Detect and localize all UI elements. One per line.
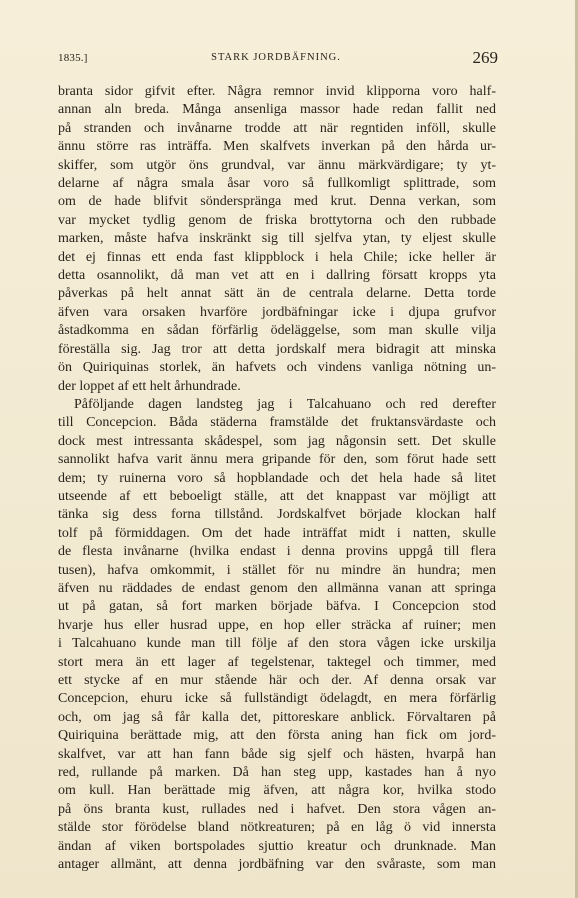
text-line: sannolikt hafva varit ännu mera gripande för den, som förut hade sett [58,452,496,468]
text-line: på stranden och invånarne trodde att när regntiden inföll, skulle [58,120,496,136]
text-line: Concepcion, ehuru icke så fullständigt ödelagdt, en mera förfärlig [58,691,496,707]
text-line: red, rullande på marken. Då han steg upp, kastades han å nyo [58,765,496,781]
text-line: ön Quiriquinas storlek, än hafvets och vindens vanliga nötning un- [58,360,496,376]
text-line: till Concepcion. Båda städerna framstälde det fruktansvärdaste och [58,415,496,431]
text-line: Quiriquina berättade mig, att den första aning han fick om jord- [58,728,496,744]
text-line: antager allmänt, att denna jordbäfning var den svåraste, som man [58,857,496,873]
text-line: ändan af viken bortspolades sjuttio kreatur och drunknade. Man [58,838,496,854]
text-line: dem; ty ruinerna voro så hopblandade och det hela hade så litet [58,470,496,486]
page-body-text [58,83,496,874]
text-line: utseende af ett beboeligt ställe, att det knappast var möjligt att [58,488,496,504]
text-line: tusen), hafva omkommit, i stället för nu mindre än hundra; men [58,562,496,578]
text-line: detta osannolikt, då man vet att en i dallring försatt kropps yta [58,268,496,284]
page-number: 269 [472,48,498,67]
text-line: det ej finnas ett enda fast klippblock i hela Chile; icke heller är [58,249,496,265]
header-year: 1835.] [58,52,88,64]
text-line: annan aln breda. Många ansenliga massor hade redan fallit ned [58,102,496,118]
text-line: i Talcahuano kunde man till följe af den stora vågen icke urskilja [58,636,496,652]
paragraph-start-line: Påföljande dagen landsteg jag i Talcahuano och red derefter [74,396,496,412]
text-line: föreställa sig. Jag tror att detta jordskalf mera bidragit att minska [58,341,496,357]
text-line: äfven nu räddades de endast genom den allmänna vanan att springa [58,580,496,596]
running-header [58,48,498,68]
text-line: ett stycke af en mur stående här och der. Af denna orsak var [58,673,496,688]
text-line: delarne af några smala åsar voro så fullkomligt splittrade, som [58,176,496,192]
text-line: åstadkomma en sådan förfärlig ödeläggelse, som man skulle vilja [58,323,496,339]
text-line: ännu större ras inträffa. Men skalfvets inverkan på den hårda ur- [58,139,496,155]
text-line: om de hade blifvit sönderspränga med krut. Denna verkan, som [58,194,496,210]
running-title: STARK JORDBÄFNING. [211,52,341,63]
text-line: skiffer, som utgör öns grundval, var ännu märkvärdigare; ty yt- [58,157,496,173]
text-line: stort mera än ett lager af tegelstenar, taktegel och timmer, med [58,654,496,670]
text-line: om kull. Han berättade mig äfven, att några kor, hvilka stodo [58,783,496,799]
text-line: och, om jag så får kalla det, pittoreskare anblick. Förvaltaren på [58,709,496,725]
text-line: hvarje hus eller husrad uppe, en hop eller sträcka af ruiner; men [58,617,496,633]
text-line: var mycket tydlig genom de friska brottytorna och den rubbade [58,212,496,228]
text-line: tänka sig dess forna tillstånd. Jordskalfvet började klockan half [58,507,496,523]
text-line: ut på gatan, så fort marken började bäfva. I Concepcion stod [58,599,496,615]
text-line: marken, måste hafva inskränkt sig till sjelfva ytan, ty eljest skulle [58,231,496,247]
text-line: branta sidor gifvit efter. Några remnor invid klipporna voro half- [58,84,496,99]
text-line: tolf på förmiddagen. Om det hade inträffat midt i natten, skulle [58,525,496,541]
text-line: dock mest intressanta skådespel, som jag någonsin sett. Det skulle [58,433,496,449]
text-line: påverkas på helt annat sätt än de centrala delarne. Detta torde [58,286,496,302]
text-line: skalfvet, var att han fann både sig sjelf och hästen, hvarpå han [58,746,496,762]
text-line: på öns branta kust, rullades ned i hafvet. Den stora vågen an- [58,801,496,817]
text-line: stälde stor förödelse bland nötkreaturen; på en låg ö vid innersta [58,820,496,836]
paragraph-end-line: der loppet af ett helt århundrade. [58,378,241,394]
text-line: äfven vara orsaken hvarföre jordbäfningar icke i djupa grufvor [58,304,496,320]
text-line: de flesta invånarne (hvilka endast i denna provins uppgå till flera [58,544,496,560]
